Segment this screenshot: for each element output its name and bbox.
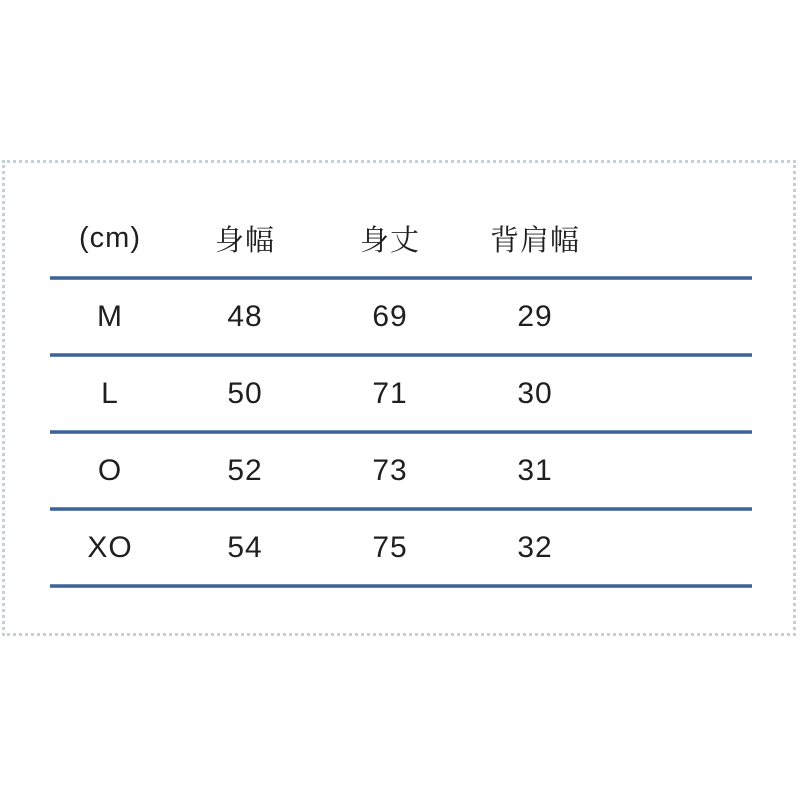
size-label: M <box>97 299 123 333</box>
table-header-row <box>50 200 752 276</box>
shoulder-width-value: 31 <box>517 453 553 487</box>
col-header-body-width: 身幅 <box>214 224 275 257</box>
col-header-body-length: 身丈 <box>359 224 420 257</box>
body-width-value: 48 <box>227 299 263 333</box>
shoulder-width-value: 30 <box>517 376 553 410</box>
body-length-value: 71 <box>372 376 408 410</box>
shoulder-width-value: 29 <box>517 299 553 333</box>
table-row-m <box>50 280 752 353</box>
body-width-value: 52 <box>227 453 263 487</box>
table-row-l <box>50 357 752 430</box>
size-table <box>50 200 752 588</box>
body-length-value: 69 <box>372 299 408 333</box>
col-header-shoulder-width: 背肩幅 <box>489 224 580 257</box>
table-row-xo <box>50 511 752 584</box>
dotted-frame <box>2 160 796 636</box>
size-label: XO <box>87 530 133 564</box>
body-length-value: 75 <box>372 530 408 564</box>
divider-line <box>50 584 752 588</box>
size-label: O <box>97 453 123 487</box>
unit-header: (cm) <box>79 221 141 254</box>
shoulder-width-value: 32 <box>517 530 553 564</box>
body-width-value: 54 <box>227 530 263 564</box>
size-label: L <box>101 376 119 410</box>
body-length-value: 73 <box>372 453 408 487</box>
table-row-o <box>50 434 752 507</box>
body-width-value: 50 <box>227 376 263 410</box>
